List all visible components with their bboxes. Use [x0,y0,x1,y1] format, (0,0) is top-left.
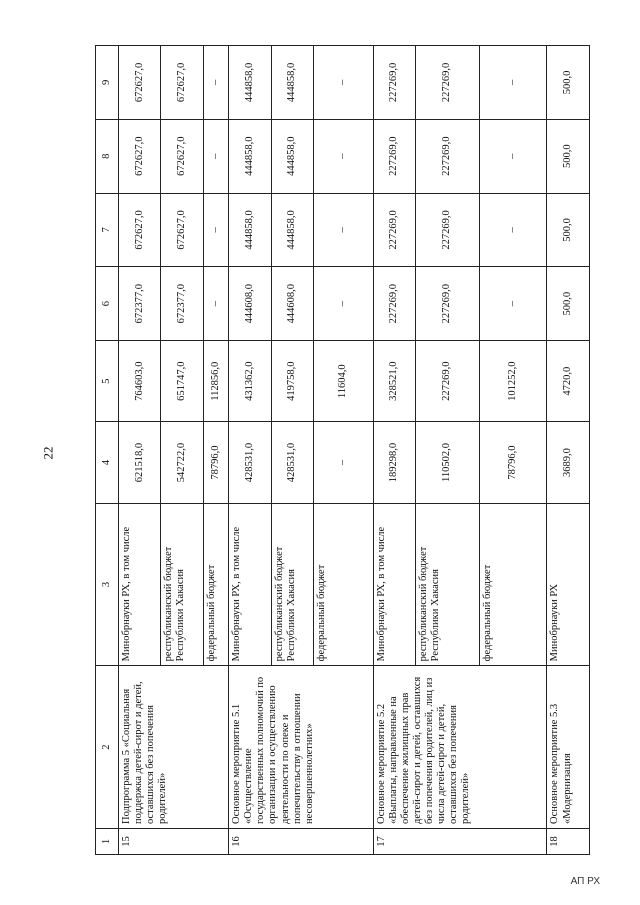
value-cell: 672627,0 [161,119,203,193]
value-cell: 3689,0 [547,422,590,503]
value-cell: – [314,422,373,503]
value-cell: 621518,0 [119,422,161,503]
measure-name: Основное мероприятие 5.2 «Выплаты, направленные на обеспечение жилищных прав детей-сирот и детей, оставшихся без попечения родителей, лиц из числа детей-сирот и детей, оставшихся без попечения родителей» [373,666,547,829]
value-cell: 227269,0 [415,119,479,193]
table-row [119,46,161,855]
value-cell: 101252,0 [479,341,547,422]
value-cell: 444608,0 [271,267,313,341]
funding-source: Минобрнауки РХ [547,503,590,666]
value-cell: 672627,0 [119,119,161,193]
rotated-table-wrapper [95,45,590,855]
funding-source: федеральный бюджет [479,503,547,666]
funding-source: республиканский бюджет Республики Хакасия [161,503,203,666]
value-cell: 112856,0 [203,341,228,422]
value-cell: – [203,267,228,341]
value-cell: 428531,0 [271,422,313,503]
value-cell: 444858,0 [271,119,313,193]
value-cell: 4720,0 [547,341,590,422]
footer-mark: АП РХ [570,876,600,887]
funding-source: Минобрнауки РХ, в том числе [373,503,415,666]
value-cell: 227269,0 [415,341,479,422]
funding-source: Минобрнауки РХ, в том числе [229,503,271,666]
value-cell: 672627,0 [161,193,203,267]
value-cell: – [479,119,547,193]
row-index: 18 [547,828,590,854]
row-index: 15 [119,828,229,854]
value-cell: 500,0 [547,119,590,193]
table-row [229,46,271,855]
header-cell: 1 [96,828,119,854]
value-cell: 672377,0 [119,267,161,341]
measure-name: Подпрограмма 5 «Социальная поддержка детей-сирот и детей, оставшихся без попечения родителей» [119,666,229,829]
value-cell: 672627,0 [119,46,161,120]
value-cell: 672627,0 [161,46,203,120]
value-cell: 227269,0 [415,267,479,341]
value-cell: – [203,119,228,193]
value-cell: 444858,0 [229,119,271,193]
value-cell: 444858,0 [229,46,271,120]
value-cell: 227269,0 [373,193,415,267]
value-cell: 78796,0 [203,422,228,503]
table-row [373,46,415,855]
value-cell: 431362,0 [229,341,271,422]
value-cell: 11604,0 [314,341,373,422]
header-cell: 2 [96,666,119,829]
value-cell: 428531,0 [229,422,271,503]
value-cell: 227269,0 [415,193,479,267]
funding-source: федеральный бюджет [314,503,373,666]
measure-name: Основное мероприятие 5.1 «Осуществление государственных полномочий по организации и осуществлению деятельности по опеке и попечительству в отношении несовершеннолетних» [229,666,373,829]
value-cell: – [203,46,228,120]
row-index: 16 [229,828,373,854]
funding-source: республиканский бюджет Республики Хакасия [415,503,479,666]
value-cell: 444608,0 [229,267,271,341]
header-row [96,46,119,855]
value-cell: – [314,46,373,120]
value-cell: 500,0 [547,193,590,267]
landscape-page [95,45,590,855]
value-cell: – [314,119,373,193]
value-cell: 672377,0 [161,267,203,341]
value-cell: 500,0 [547,267,590,341]
funding-source: республиканский бюджет Республики Хакасия [271,503,313,666]
value-cell: – [479,193,547,267]
header-cell: 5 [96,341,119,422]
measure-name: Основное мероприятие 5.3 «Модернизация [547,666,590,829]
funding-source: федеральный бюджет [203,503,228,666]
value-cell: 444858,0 [229,193,271,267]
header-cell: 8 [96,119,119,193]
value-cell: 764603,0 [119,341,161,422]
value-cell: – [203,193,228,267]
value-cell: 328521,0 [373,341,415,422]
budget-table [95,45,590,855]
header-cell: 9 [96,46,119,120]
value-cell: 78796,0 [479,422,547,503]
value-cell: – [479,46,547,120]
row-index: 17 [373,828,547,854]
value-cell: 651747,0 [161,341,203,422]
value-cell: 672627,0 [119,193,161,267]
header-cell: 6 [96,267,119,341]
value-cell: – [479,267,547,341]
value-cell: – [314,267,373,341]
value-cell: 227269,0 [373,46,415,120]
value-cell: 542722,0 [161,422,203,503]
value-cell: 227269,0 [373,267,415,341]
value-cell: – [314,193,373,267]
value-cell: 444858,0 [271,46,313,120]
value-cell: 110502,0 [415,422,479,503]
value-cell: 227269,0 [415,46,479,120]
header-cell: 3 [96,503,119,666]
value-cell: 444858,0 [271,193,313,267]
value-cell: 500,0 [547,46,590,120]
value-cell: 419758,0 [271,341,313,422]
header-cell: 4 [96,422,119,503]
value-cell: 227269,0 [373,119,415,193]
table-row [547,46,590,855]
funding-source: Минобрнауки РХ, в том числе [119,503,161,666]
page-number: 22 [40,446,56,460]
header-cell: 7 [96,193,119,267]
value-cell: 189298,0 [373,422,415,503]
